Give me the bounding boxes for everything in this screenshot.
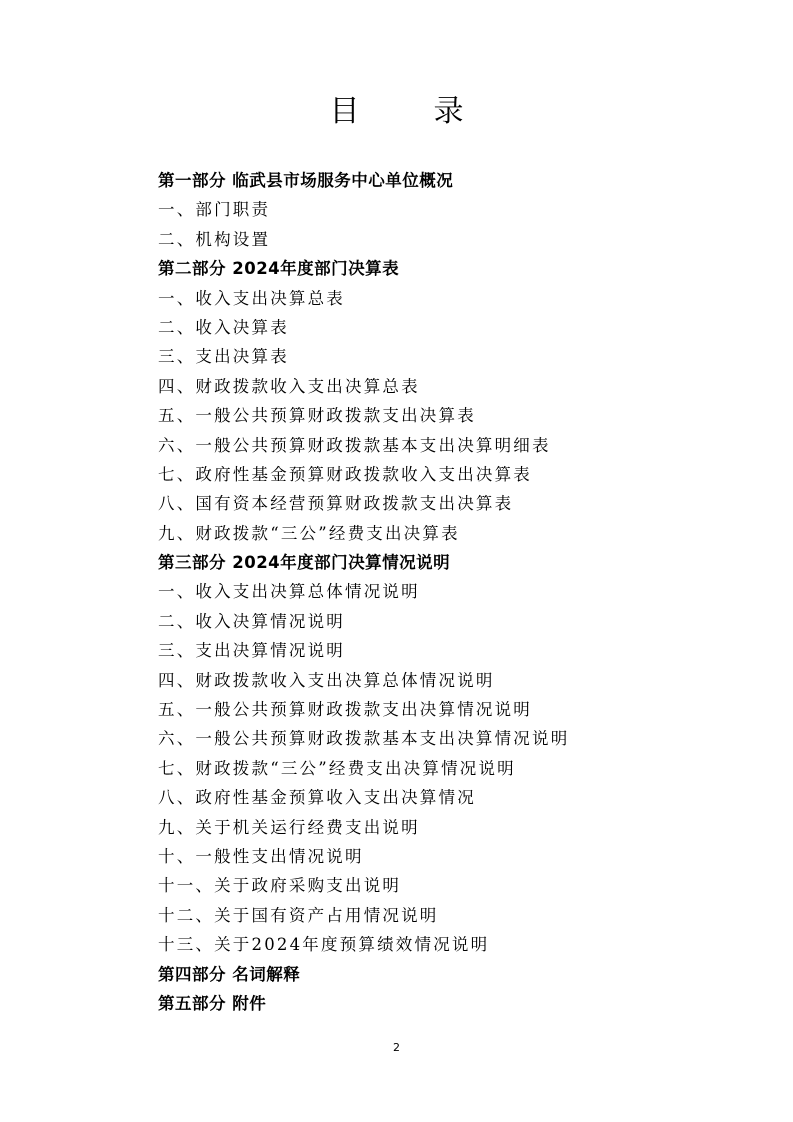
toc-item: 三、支出决算表 — [158, 347, 289, 367]
toc-item: 十一、关于政府采购支出说明 — [158, 876, 402, 896]
toc-item: 五、一般公共预算财政拨款支出决算情况说明 — [158, 700, 532, 720]
toc-item: 一、收入支出决算总表 — [158, 288, 345, 308]
toc-item: 八、国有资本经营预算财政拨款支出决算表 — [158, 494, 514, 514]
table-of-contents — [158, 166, 758, 1018]
toc-item: 四、财政拨款收入支出决算总表 — [158, 376, 420, 396]
toc-item: 七、财政拨款“三公”经费支出决算情况说明 — [158, 758, 516, 778]
toc-item: 一、收入支出决算总体情况说明 — [158, 582, 420, 602]
toc-part-heading: 第五部分 附件 — [158, 993, 267, 1013]
toc-item: 六、一般公共预算财政拨款基本支出决算明细表 — [158, 435, 551, 455]
toc-item: 六、一般公共预算财政拨款基本支出决算情况说明 — [158, 729, 570, 749]
page-number: 2 — [393, 1041, 400, 1054]
toc-item: 五、一般公共预算财政拨款支出决算表 — [158, 406, 476, 426]
toc-part-heading: 第一部分 临武县市场服务中心单位概况 — [158, 171, 454, 190]
toc-item: 十、一般性支出情况说明 — [158, 846, 364, 866]
toc-item: 二、收入决算表 — [158, 317, 289, 337]
toc-item: 三、支出决算情况说明 — [158, 641, 345, 661]
toc-item: 九、关于机关运行经费支出说明 — [158, 817, 420, 837]
toc-item: 四、财政拨款收入支出决算总体情况说明 — [158, 670, 495, 690]
toc-part-heading: 第四部分 名词解释 — [158, 964, 301, 984]
toc-item: 八、政府性基金预算收入支出决算情况 — [158, 788, 476, 808]
toc-item: 十三、关于2024年度预算绩效情况说明 — [158, 935, 490, 955]
toc-item: 二、机构设置 — [158, 229, 271, 249]
toc-item: 一、部门职责 — [158, 200, 271, 220]
toc-item: 十二、关于国有资产占用情况说明 — [158, 905, 439, 925]
toc-part-heading: 第三部分 2024年度部门决算情况说明 — [158, 553, 451, 573]
toc-item: 七、政府性基金预算财政拨款收入支出决算表 — [158, 464, 532, 484]
toc-item: 九、财政拨款“三公”经费支出决算表 — [158, 523, 460, 543]
toc-item: 二、收入决算情况说明 — [158, 611, 345, 631]
toc-part-heading: 第二部分 2024年度部门决算表 — [158, 259, 400, 279]
page-title: 目 录 — [329, 94, 486, 129]
